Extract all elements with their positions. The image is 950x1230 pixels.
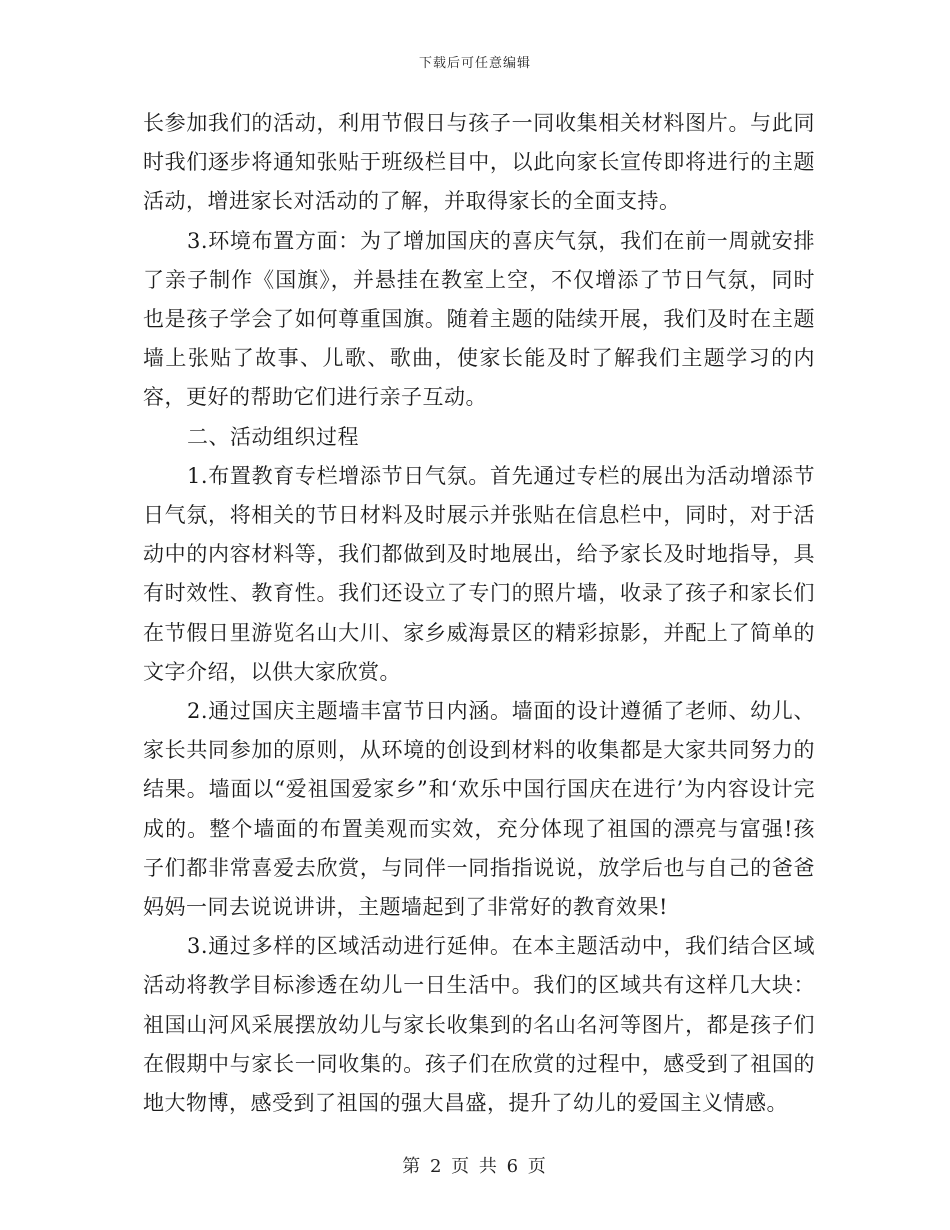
paragraph-education-column: 1.布置教育专栏增添节日气氛。首先通过专栏的展出为活动增添节日气氛，将相关的节日材料及时展示并张贴在信息栏中，同时，对于活动中的内容材料等，我们都做到及时地展出，给予家长及时地指导，具有时效性、教育性。我们还设立了专门的照片墙，收录了孩子和家长们在节假日里游览名山大川、家乡威海景区的精彩掠影，并配上了简单的文字介绍，以供大家欣赏。 [143, 463, 815, 684]
paragraph-theme-wall: 2.通过国庆主题墙丰富节日内涵。墙面的设计遵循了老师、幼儿、家长共同参加的原则，从环境的创设到材料的收集都是大家共同努力的结果。墙面以“爱祖国爱家乡”和‘欢乐中国行国庆在进行’为内容设计完成的。整个墙面的布置美观而实效，充分体现了祖国的漂亮与富强!孩子们都非常喜爱去欣赏，与同伴一同指指说说，放学后也与自己的爸爸妈妈一同去说说讲讲，主题墙起到了非常好的教育效果! [143, 699, 815, 920]
document-body [143, 104, 815, 1123]
paragraph-area-activities: 3.通过多样的区域活动进行延伸。在本主题活动中，我们结合区域活动将教学目标渗透在幼儿一日生活中。我们的区域共有这样几大块：祖国山河风采展摆放幼儿与家长收集到的名山名河等图片，都是孩子们在假期中与家长一同收集的。孩子们在欣赏的过程中，感受到了祖国的地大物博，感受到了祖国的强大昌盛，提升了幼儿的爱国主义情感。 [143, 934, 815, 1116]
page-number-footer: 第 2 页 共 6 页 [402, 1156, 548, 1177]
section-heading-activity-process: 二、活动组织过程 [187, 424, 359, 449]
paragraph-environment-setup: 3.环境布置方面：为了增加国庆的喜庆气氛，我们在前一周就安排了亲子制作《国旗》，并悬挂在教室上空，不仅增添了节日气氛，同时也是孩子学会了如何尊重国旗。随着主题的陆续开展，我们及时在主题墙上张贴了故事、儿歌、歌曲，使家长能及时了解我们主题学习的内容，更好的帮助它们进行亲子互动。 [143, 228, 815, 410]
page-header: 下载后可任意编辑 [418, 56, 531, 71]
paragraph-continuation: 长参加我们的活动，利用节假日与孩子一同收集相关材料图片。与此同时我们逐步将通知张贴于班级栏目中，以此向家长宣传即将进行的主题活动，增进家长对活动的了解，并取得家长的全面支持。 [143, 111, 815, 214]
